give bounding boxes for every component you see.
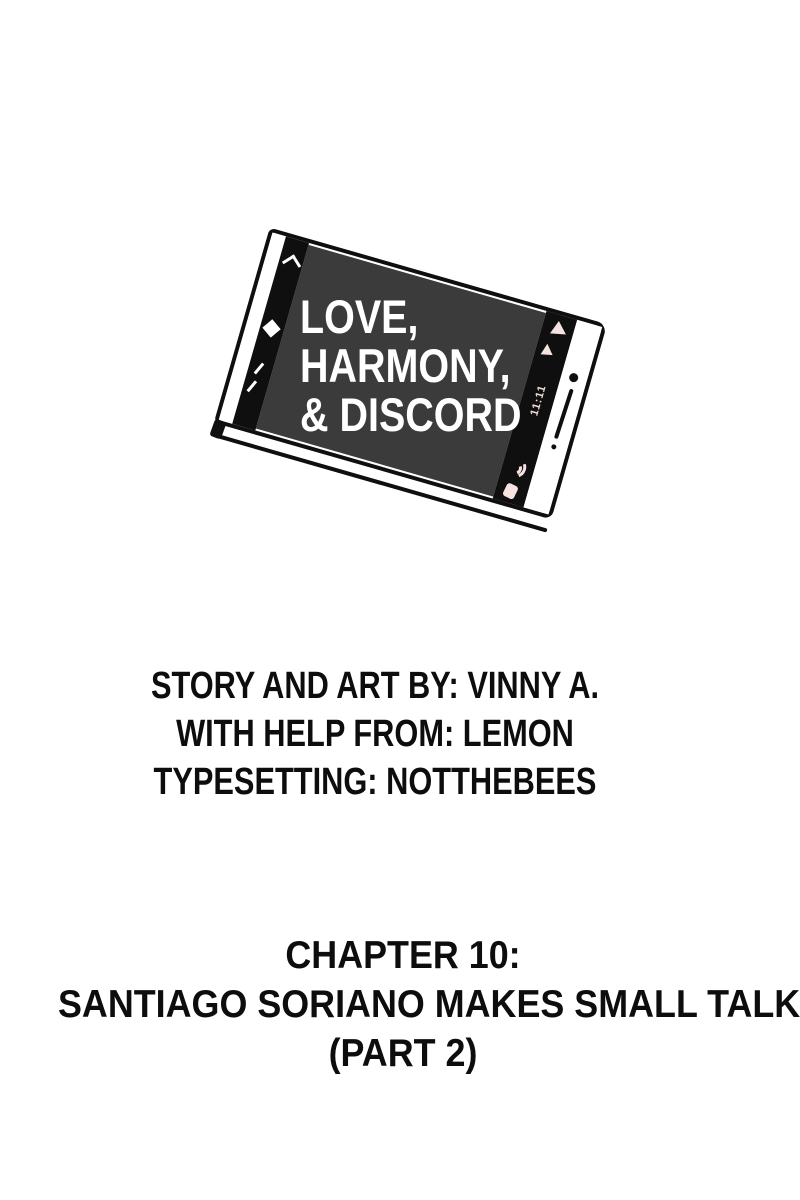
home-square-icon <box>502 482 519 500</box>
button-dot-icon <box>551 444 557 450</box>
credit-line-story-art: STORY AND ART BY: VINNY A. <box>150 665 600 707</box>
chapter-number-line: CHAPTER 10: <box>285 934 521 977</box>
credit-line-help: WITH HELP FROM: LEMON <box>176 713 574 755</box>
chevron-arrow-icon <box>282 254 301 273</box>
tick-marks-icon <box>254 363 265 375</box>
series-title <box>300 292 522 439</box>
credit-line-typesetting: TYPESETTING: NOTTHEBEES <box>153 761 597 803</box>
chapter-part-line: (PART 2) <box>328 1032 478 1075</box>
chapter-name-line: SANTIAGO SORIANO MAKES SMALL TALK <box>58 983 800 1026</box>
clock-readout: 11:11 <box>528 383 549 418</box>
chapter-title-block <box>58 931 800 1078</box>
series-title-line: HARMONY, <box>300 339 511 392</box>
diamond-icon <box>262 319 280 337</box>
tick-marks-icon <box>247 380 258 392</box>
credits-block <box>71 662 679 806</box>
speaker-slit-icon <box>554 388 574 439</box>
series-title-line: & DISCORD <box>300 388 522 441</box>
play-triangle-icon <box>550 320 567 334</box>
series-title-line: LOVE, <box>300 290 419 343</box>
play-triangle-icon <box>541 343 554 355</box>
camera-dot-icon <box>568 372 579 383</box>
